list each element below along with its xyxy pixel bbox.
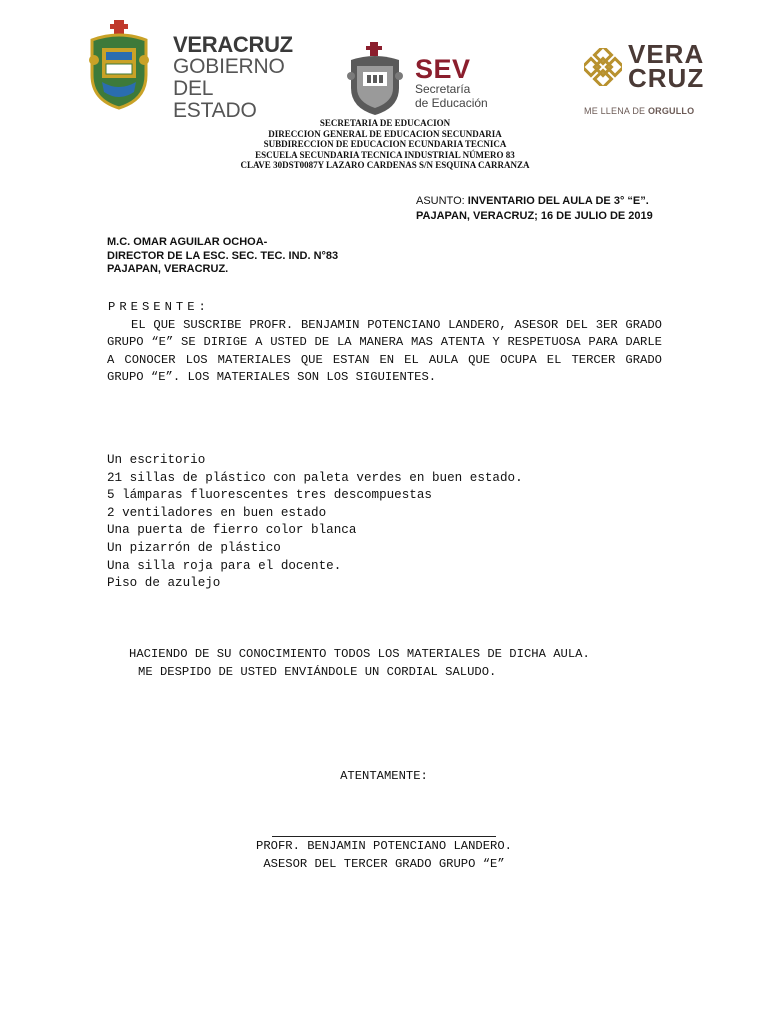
subject-block [416, 194, 653, 224]
signature-line [272, 836, 496, 837]
materials-list [107, 452, 523, 593]
list-item: Una silla roja para el docente. [107, 558, 342, 573]
logo-de-educacion-text: de Educación [415, 96, 488, 110]
list-item: Un pizarrón de plástico [107, 540, 281, 555]
recipient-location: PAJAPAN, VERACRUZ. [107, 263, 229, 275]
closing-line-1: HACIENDO DE SU CONOCIMIENTO TODOS LOS MATERIALES DE DICHA AULA. [129, 647, 590, 661]
logo-vera-text: VERA [628, 39, 705, 69]
logo-slogan: ME LLENA DE ORGULLO [584, 106, 695, 116]
atentamente: ATENTAMENTE: [340, 769, 428, 783]
closing-block [129, 646, 659, 681]
veracruz-government-logo [80, 18, 295, 122]
list-item: 5 lámparas fluorescentes tres descompuestas [107, 488, 432, 503]
logo-cruz-text: CRUZ [628, 63, 705, 93]
closing-line-2: ME DESPIDO DE USTED ENVIÁNDOLE UN CORDIAL SALUDO. [138, 664, 497, 679]
list-item: 2 ventiladores en buen estado [107, 505, 327, 520]
sev-logo [345, 42, 515, 117]
veracruz-knot-emblem-icon [584, 48, 622, 86]
subject-value: INVENTARIO DEL AULA DE 3° “E”. [467, 195, 649, 207]
list-item: Una puerta de fierro color blanca [107, 523, 357, 538]
logo-gobierno-text: GOBIERNO [173, 55, 285, 78]
institution-line: DIRECCION GENERAL DE EDUCACION SECUNDARIA [268, 128, 502, 139]
sev-shield-icon [345, 42, 405, 116]
list-item: 21 sillas de plástico con paleta verdes en buen estado. [107, 470, 523, 485]
recipient-name: M.C. OMAR AGUILAR OCHOA- [107, 236, 268, 248]
institution-line: SUBDIRECCION DE EDUCACION ECUNDARIA TECNICA [263, 139, 507, 150]
logo-veracruz-text: VERACRUZ [173, 32, 293, 57]
signature-block [0, 838, 768, 873]
signer-name: PROFR. BENJAMIN POTENCIANO LANDERO. [256, 839, 512, 853]
list-item: Piso de azulejo [107, 576, 221, 591]
recipient-block [107, 236, 338, 277]
recipient-title: DIRECTOR DE LA ESC. SEC. TEC. IND. N°83 [107, 249, 339, 262]
logo-sev-text: SEV [415, 54, 471, 84]
place-date: PAJAPAN, VERACRUZ; 16 DE JULIO DE 2019 [416, 210, 653, 222]
subject-label: ASUNTO: [416, 195, 468, 207]
body-paragraph: EL QUE SUSCRIBE PROFR. BENJAMIN POTENCIANO LANDERO, ASESOR DEL 3ER GRADO GRUPO “E” SE DIRIGE A USTED DE LA MANERA MAS ATENTA Y RESPETUOSA PARA DARLE A CONOCER LOS MATERIALES QUE ESTAN EN EL AULA QUE OCUPA EL TERCER GRADO GRUPO “E”. LOS MATERIALES SON LOS SIGUIENTES. [107, 318, 662, 385]
institution-line: ESCUELA SECUNDARIA TECNICA INDUSTRIAL NÚMERO 83 [255, 149, 515, 160]
veracruz-coat-of-arms-icon [84, 20, 154, 110]
logo-del-estado-text: DEL ESTADO [173, 77, 257, 122]
institution-line: CLAVE 30DST0087Y LAZARO CARDENAS S/N ESQUINA CARRANZA [240, 160, 530, 171]
veracruz-orgullo-logo [580, 39, 710, 122]
logo-secretaria-text: Secretaría [415, 82, 471, 96]
salutation: PRESENTE: [108, 300, 210, 314]
institution-header [180, 118, 590, 171]
signer-role: ASESOR DEL TERCER GRADO GRUPO “E” [263, 856, 505, 871]
institution-line: SECRETARIA DE EDUCACION [319, 118, 451, 128]
list-item: Un escritorio [107, 453, 206, 467]
